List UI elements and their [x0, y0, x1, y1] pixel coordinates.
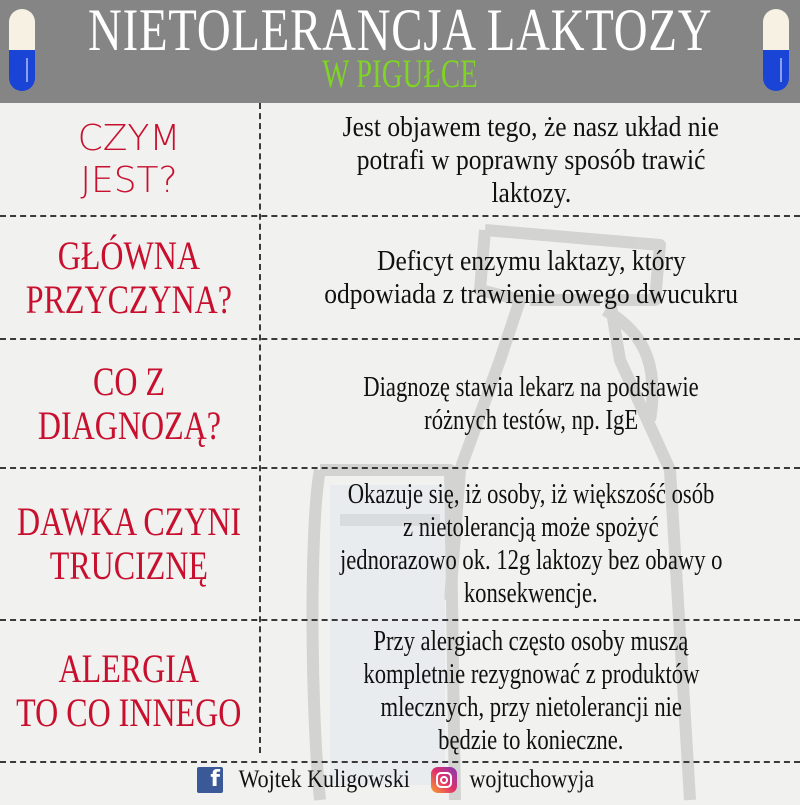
row-label-glowna-przyczyna	[0, 217, 258, 338]
text-line: Diagnozę stawia lekarz na podstawie	[363, 370, 699, 403]
label-line: JEST?	[80, 160, 178, 201]
row-label-czym-jest	[0, 105, 258, 215]
label-line: CO Z	[93, 358, 165, 404]
instagram-handle[interactable]: wojtuchowyja	[469, 766, 595, 793]
row-label-alergia	[0, 621, 258, 761]
row-text-alergia	[262, 621, 800, 761]
label-line: CZYM	[77, 118, 181, 159]
text-line: jednorazowo ok. 12g laktozy bez obawy o	[339, 544, 723, 576]
text-line: Jest objawem tego, że nasz układ nie	[342, 110, 720, 143]
text-line: Przy alergiach często osoby muszą	[373, 625, 689, 657]
pill-icon	[763, 9, 789, 91]
pill-icon	[9, 9, 35, 91]
text-line: będzie to konieczne.	[438, 724, 624, 756]
text-line: konsekwencje.	[464, 577, 598, 609]
header-banner	[0, 0, 800, 103]
text-line: z nietolerancją może spożyć	[403, 511, 659, 543]
text-line: kompletnie rezygnować z produktów	[362, 658, 700, 690]
text-line: różnych testów, np. IgE	[423, 403, 638, 436]
row-label-co-z-diagnoza	[0, 340, 258, 467]
text-line: Deficyt enzymu laktazy, który	[376, 244, 686, 277]
row-text-co-z-diagnoza	[262, 340, 800, 467]
footer-credits	[0, 760, 800, 800]
label-line: TRUCIZNĘ	[49, 543, 209, 588]
row-text-dawka-czyni-trucizne	[262, 469, 800, 619]
row-text-glowna-przyczyna	[262, 217, 800, 338]
row-label-dawka-czyni-trucizne	[0, 469, 258, 619]
facebook-icon[interactable]: f	[197, 767, 223, 793]
page-subtitle: W PIGUŁCE	[322, 51, 478, 96]
instagram-icon[interactable]	[431, 767, 457, 793]
label-line: GŁÓWNA	[57, 232, 201, 278]
text-line: odpowiada z trawienie owego dwucukru	[324, 277, 738, 310]
text-line: Okazuje się, iż osoby, iż większość osób	[347, 478, 715, 510]
label-line: TO CO INNEGO	[16, 690, 242, 735]
column-divider	[259, 103, 261, 753]
label-line: ALERGIA	[58, 646, 200, 691]
facebook-name[interactable]: Wojtek Kuligowski	[238, 766, 410, 793]
label-line: DAWKA CZYNI	[16, 499, 242, 544]
label-line: DIAGNOZĄ?	[37, 402, 221, 448]
label-line: PRZYCZYNA?	[25, 276, 233, 322]
text-line: laktozy.	[491, 176, 571, 209]
text-line: mlecznych, przy nietolerancji nie	[380, 691, 682, 723]
row-text-czym-jest	[262, 105, 800, 215]
page-title: NIETOLERANCJA LAKTOZY	[88, 0, 713, 63]
text-line: potrafi w poprawny sposób trawić	[356, 143, 706, 176]
